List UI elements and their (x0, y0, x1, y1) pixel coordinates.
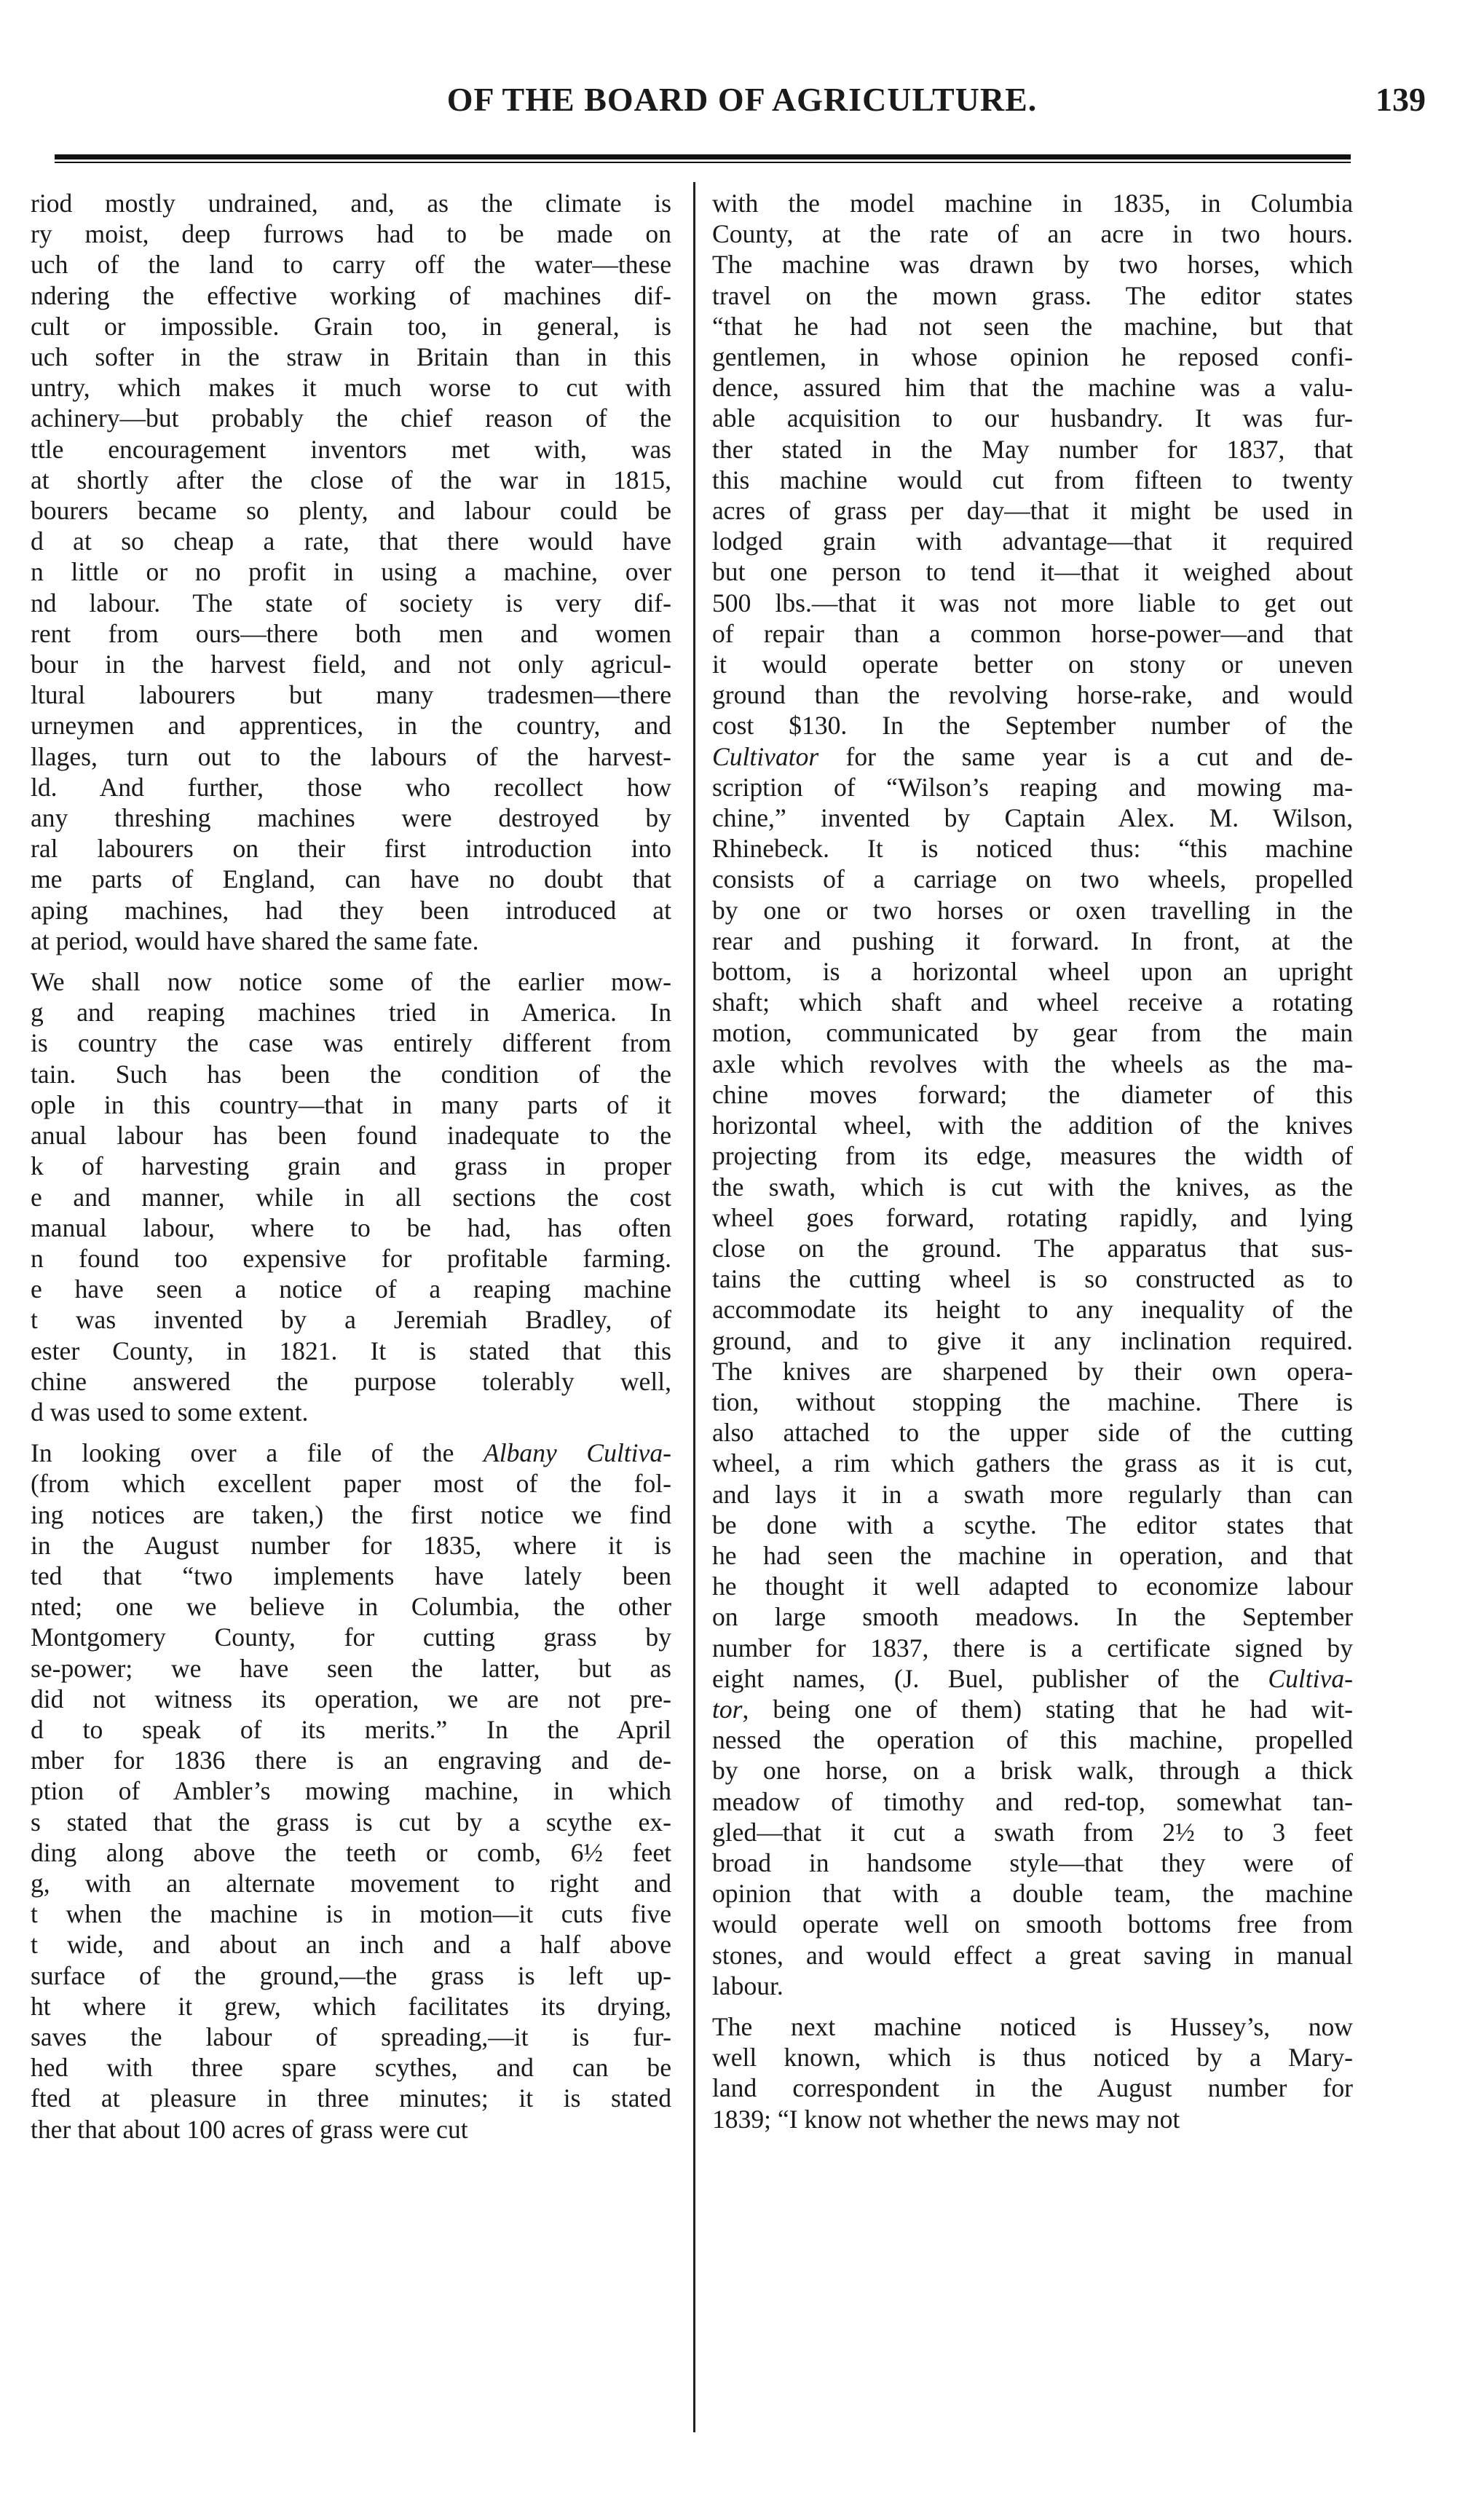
text-line: ted that “two implements have lately been (31, 1561, 671, 1590)
text-line: 1839; “I know not whether the news may not (712, 2104, 1180, 2134)
text-line: saves the labour of spreading,—it is fur- (31, 2022, 671, 2051)
text-line: ry moist, deep furrows had to be made on (31, 219, 671, 249)
text-line: but one person to tend it—that it weighed about (712, 557, 1353, 587)
text-line: bourers became so plenty, and labour could be (31, 496, 671, 526)
text-line: land correspondent in the August number for (712, 2073, 1353, 2103)
text-line: Cultivator for the same year is a cut and de- (712, 741, 1353, 771)
text-line: nted; one we believe in Columbia, the other (31, 1592, 671, 1622)
text-line: The next machine noticed is Hussey’s, now (712, 2011, 1353, 2041)
text-line: ption of Ambler’s mowing machine, in which (31, 1776, 671, 1806)
text-line: meadow of timothy and red-top, somewhat tan- (712, 1786, 1353, 1816)
text-line: eight names, (J. Buel, publisher of the Cultiva- (712, 1663, 1353, 1693)
text-line: ding along above the teeth or comb, 6½ feet (31, 1837, 671, 1867)
text-line: d at so cheap a rate, that there would have (31, 527, 671, 556)
text-line: me parts of England, can have no doubt that (31, 864, 671, 894)
text-line: also attached to the upper side of the cutting (712, 1418, 1353, 1448)
text-line: mber for 1836 there is an engraving and de- (31, 1746, 671, 1775)
text-line: t was invented by a Jeremiah Bradley, of (31, 1305, 671, 1335)
text-line: any threshing machines were destroyed by (31, 803, 671, 833)
running-head (0, 73, 1484, 131)
text-line: 500 lbs.—that it was not more liable to get out (712, 588, 1353, 618)
text-line: by one horse, on a brisk walk, through a thick (712, 1756, 1353, 1786)
page-number: 139 (1376, 81, 1426, 118)
text-line: anual labour has been found inadequate to the (31, 1121, 671, 1151)
text-line: uch of the land to carry off the water—these (31, 250, 671, 280)
column-divider (693, 182, 695, 2432)
text-line: projecting from its edge, measures the width of (712, 1141, 1353, 1171)
text-line: would operate well on smooth bottoms free from (712, 1909, 1353, 1939)
text-line: chine answered the purpose tolerably well, (31, 1366, 671, 1396)
text-line: (from which excellent paper most of the fol- (31, 1469, 671, 1499)
text-line: ld. And further, those who recollect how (31, 772, 671, 802)
text-line: urneymen and apprentices, in the country, and (31, 711, 671, 741)
text-line: on large smooth meadows. In the September (712, 1602, 1353, 1632)
text-line: is country the case was entirely different from (31, 1028, 671, 1058)
paragraph (712, 2011, 1353, 2134)
page-title: OF THE BOARD OF AGRICULTURE. (446, 81, 1038, 118)
text-line: rent from ours—there both men and women (31, 618, 671, 648)
text-line: d was used to some extent. (31, 1397, 309, 1427)
text-line: chine,” invented by Captain Alex. M. Wilson, (712, 803, 1353, 833)
text-line: t when the machine is in motion—it cuts five (31, 1899, 671, 1929)
text-line: Montgomery County, for cutting grass by (31, 1622, 671, 1652)
text-line: rear and pushing it forward. In front, at the (712, 926, 1353, 955)
left-column (31, 188, 671, 2482)
text-line: ester County, in 1821. It is stated that this (31, 1336, 671, 1365)
text-line: Rhinebeck. It is noticed thus: “this machine (712, 834, 1353, 864)
text-line: ttle encouragement inventors met with, was (31, 434, 671, 464)
text-line: he thought it well adapted to economize labour (712, 1572, 1353, 1601)
text-line: at shortly after the close of the war in 1815, (31, 465, 671, 494)
text-line: untry, which makes it much worse to cut with (31, 373, 671, 403)
text-line: tain. Such has been the condition of the (31, 1059, 671, 1089)
text-line: tion, without stopping the machine. There is (712, 1387, 1353, 1416)
text-line: g and reaping machines tried in America. In (31, 998, 671, 1028)
text-line: County, at the rate of an acre in two hours. (712, 219, 1353, 249)
text-line: e have seen a notice of a reaping machine (31, 1274, 671, 1304)
text-line: ground than the revolving horse-rake, and would (712, 680, 1353, 710)
text-line: by one or two horses or oxen travelling in the (712, 895, 1353, 925)
text-line: bour in the harvest field, and not only agricul- (31, 650, 671, 679)
text-line: t wide, and about an inch and a half above (31, 1930, 671, 1960)
text-line: k of harvesting grain and grass in proper (31, 1151, 671, 1181)
text-line: ltural labourers but many tradesmen—there (31, 680, 671, 710)
text-line: The machine was drawn by two horses, which (712, 250, 1353, 280)
text-line: riod mostly undrained, and, as the climate is (31, 189, 671, 218)
text-line: llages, turn out to the labours of the harvest- (31, 741, 671, 771)
paragraph (712, 188, 1353, 2001)
text-line: consists of a carriage on two wheels, propelled (712, 864, 1353, 894)
text-line: ther that about 100 acres of grass were cut (31, 2114, 468, 2144)
text-line: well known, which is thus noticed by a Mary- (712, 2043, 1353, 2073)
text-line: e and manner, while in all sections the cost (31, 1182, 671, 1212)
text-line: gled—that it cut a swath from 2½ to 3 feet (712, 1817, 1353, 1847)
text-line: travel on the mown grass. The editor states (712, 280, 1353, 310)
header-rule (55, 154, 1351, 163)
text-line: achinery—but probably the chief reason of the (31, 403, 671, 433)
text-line: with the model machine in 1835, in Columbia (712, 189, 1353, 218)
text-line: at period, would have shared the same fate. (31, 926, 479, 955)
text-line: hed with three spare scythes, and can be (31, 2053, 671, 2083)
text-line: broad in handsome style—that they were of (712, 1848, 1353, 1877)
text-line: in the August number for 1835, where it is (31, 1530, 671, 1560)
text-line: ing notices are taken,) the first notice we find (31, 1499, 671, 1529)
text-line: ground, and to give it any inclination required. (712, 1325, 1353, 1355)
text-line: this machine would cut from fifteen to twenty (712, 465, 1353, 494)
text-line: d to speak of its merits.” In the April (31, 1714, 671, 1744)
paragraph (31, 966, 671, 1427)
text-line: accommodate its height to any inequality of the (712, 1295, 1353, 1325)
text-line: nd labour. The state of society is very dif- (31, 588, 671, 618)
text-line: and lays it in a swath more regularly than can (712, 1479, 1353, 1509)
text-line: tains the cutting wheel is so constructed as to (712, 1264, 1353, 1294)
text-line: lodged grain with advantage—that it required (712, 527, 1353, 556)
text-line: In looking over a file of the Albany Cultiva- (31, 1438, 671, 1468)
text-line: chine moves forward; the diameter of this (712, 1079, 1353, 1109)
text-line: did not witness its operation, we are not pre- (31, 1684, 671, 1714)
text-line: opinion that with a double team, the machine (712, 1879, 1353, 1909)
text-line: be done with a scythe. The editor states that (712, 1510, 1353, 1539)
text-line: fted at pleasure in three minutes; it is stated (31, 2083, 671, 2113)
text-line: The knives are sharpened by their own opera- (712, 1356, 1353, 1386)
text-line: se-power; we have seen the latter, but as (31, 1653, 671, 1683)
text-line: gentlemen, in whose opinion he reposed confi- (712, 342, 1353, 372)
text-line: it would operate better on stony or uneven (712, 650, 1353, 679)
text-line: manual labour, where to be had, has often (31, 1212, 671, 1242)
text-line: g, with an alternate movement to right and (31, 1868, 671, 1898)
text-line: stones, and would effect a great saving in manual (712, 1940, 1353, 1970)
text-line: scription of “Wilson’s reaping and mowing ma- (712, 772, 1353, 802)
text-line: n little or no profit in using a machine, over (31, 557, 671, 587)
text-line: nessed the operation of this machine, propelled (712, 1725, 1353, 1755)
text-line: dence, assured him that the machine was a valu- (712, 373, 1353, 403)
text-line: ral labourers on their first introduction into (31, 834, 671, 864)
text-line: axle which revolves with the wheels as the ma- (712, 1049, 1353, 1079)
paragraph (31, 188, 671, 956)
text-line: horizontal wheel, with the addition of the knives (712, 1111, 1353, 1140)
text-line: close on the ground. The apparatus that sus- (712, 1233, 1353, 1263)
right-column (712, 188, 1353, 2482)
text-line: labour. (712, 1971, 784, 2000)
text-line: We shall now notice some of the earlier mow- (31, 967, 671, 997)
text-line: “that he had not seen the machine, but that (712, 311, 1353, 341)
text-line: cult or impossible. Grain too, in general, is (31, 311, 671, 341)
text-line: s stated that the grass is cut by a scythe ex- (31, 1807, 671, 1837)
text-line: surface of the ground,—the grass is left up- (31, 1960, 671, 1990)
text-line: ther stated in the May number for 1837, that (712, 434, 1353, 464)
text-line: aping machines, had they been introduced at (31, 895, 671, 925)
text-line: motion, communicated by gear from the main (712, 1018, 1353, 1048)
text-line: wheel goes forward, rotating rapidly, and lying (712, 1202, 1353, 1232)
text-line: the swath, which is cut with the knives, as the (712, 1172, 1353, 1202)
text-line: ndering the effective working of machines dif- (31, 280, 671, 310)
text-line: n found too expensive for profitable farming. (31, 1243, 671, 1273)
text-line: acres of grass per day—that it might be used in (712, 496, 1353, 526)
text-line: wheel, a rim which gathers the grass as it is cut, (712, 1448, 1353, 1478)
text-line: uch softer in the straw in Britain than in this (31, 342, 671, 372)
text-line: he had seen the machine in operation, and that (712, 1540, 1353, 1570)
text-line: cost $130. In the September number of the (712, 711, 1353, 741)
text-line: ople in this country—that in many parts of it (31, 1089, 671, 1119)
text-line: able acquisition to our husbandry. It was fur- (712, 403, 1353, 433)
paragraph (31, 1438, 671, 2145)
text-line: of repair than a common horse-power—and that (712, 618, 1353, 648)
text-line: number for 1837, there is a certificate signed by (712, 1633, 1353, 1663)
text-line: shaft; which shaft and wheel receive a rotating (712, 987, 1353, 1017)
text-line: tor, being one of them) stating that he had wit- (712, 1694, 1353, 1724)
text-line: ht where it grew, which facilitates its drying, (31, 1991, 671, 2021)
text-line: bottom, is a horizontal wheel upon an upright (712, 957, 1353, 987)
